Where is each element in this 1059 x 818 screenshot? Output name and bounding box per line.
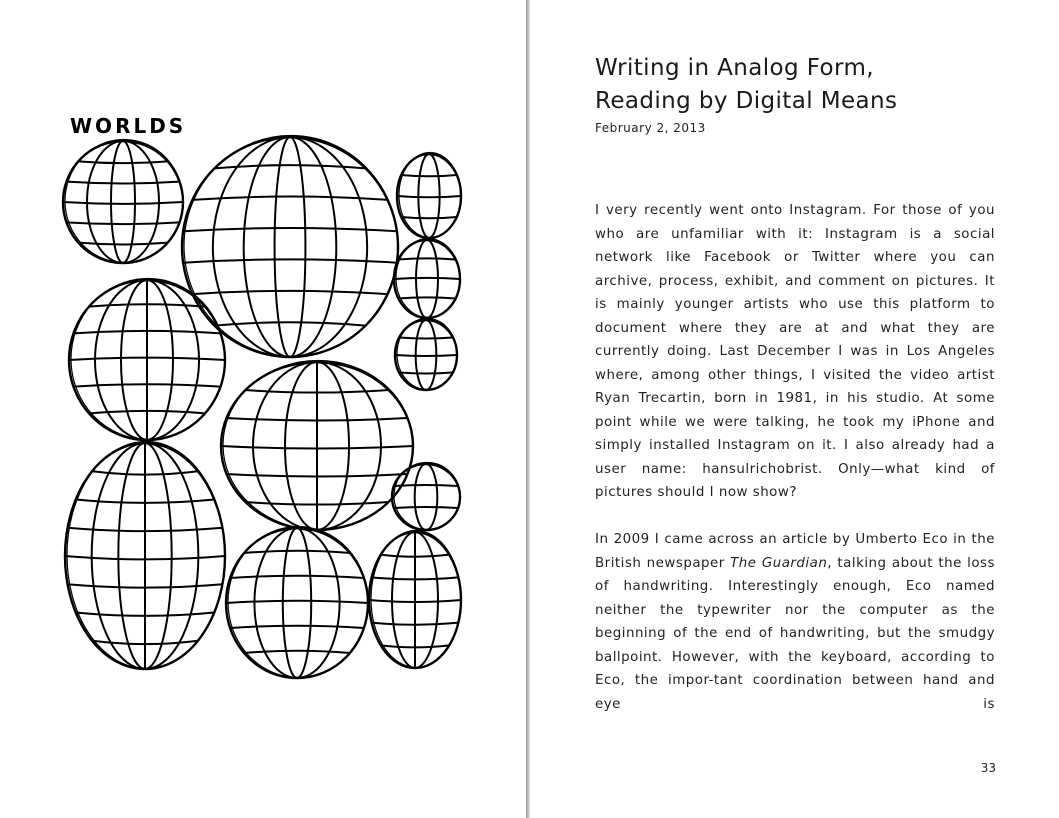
body-text — [595, 199, 995, 716]
paragraph-spacer — [595, 505, 995, 529]
globe-sketch — [395, 319, 457, 391]
chapter-title-line-2: Reading by Digital Means — [595, 88, 898, 114]
newspaper-name: The Guardian — [730, 555, 828, 571]
globe-sketch — [182, 136, 398, 358]
globe-sketch — [397, 153, 461, 239]
chapter-date: February 2, 2013 — [595, 121, 706, 135]
globe-sketch — [221, 361, 413, 531]
paragraph-2 — [595, 528, 995, 716]
chapter-title — [595, 52, 1015, 118]
paragraph-2-text-continued: , talking about the loss of handwriting. Interestingly enough, Eco named neither the typewriter nor the computer as the beginning of the end of handwriting, but the smudgy ballpoint. However, with the keyboard, according to Eco, the impor-tant coordination between hand and eye is — [595, 555, 995, 712]
page-number: 33 — [980, 761, 996, 775]
drawing-title: WORLDS — [70, 114, 187, 138]
right-page — [530, 0, 1059, 818]
globe-sketch — [392, 463, 460, 531]
paragraph-2-text: In 2009 I came across an article by Umberto Eco in the British newspaper — [595, 532, 995, 571]
left-page — [0, 0, 527, 818]
globe-sketch — [394, 239, 460, 319]
globe-sketch — [63, 140, 183, 264]
globe-sketch — [226, 527, 368, 679]
globe-sketch — [69, 279, 225, 441]
paragraph-1: I very recently went onto Instagram. For those of you who are unfamiliar with it: Instagram is a social network like Facebook or Twitter where you can archive, process, exhibit, and comment on pictures. It is mainly younger artists who use this platform to document where they are at and what they are currently doing. Last December I was in Los Angeles where, among other things, I visited the video artist Ryan Trecartin, born in 1981, in his studio. At some point while we were talking, he took my iPhone and simply installed Instagram on it. I also already had a user name: hansulrichobrist. Only—what kind of pictures should I now show? — [595, 203, 995, 500]
globe-sketch — [369, 531, 461, 669]
chapter-title-line-1: Writing in Analog Form, — [595, 55, 874, 81]
globe-sketch — [65, 442, 225, 670]
